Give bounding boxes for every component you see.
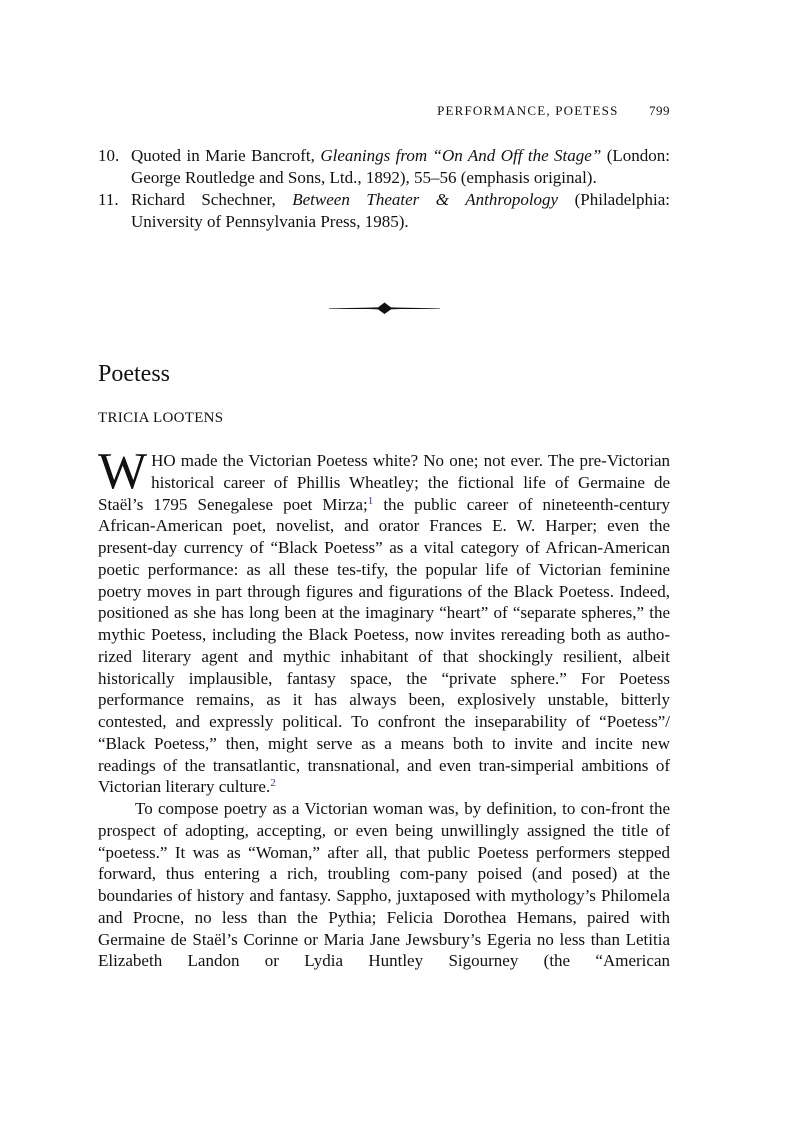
endnote xyxy=(98,145,670,189)
endnote-text xyxy=(131,145,670,189)
endnote-pre: Richard Schechner, xyxy=(131,190,293,209)
footnote-ref[interactable]: 1 xyxy=(367,494,374,507)
paragraph: To compose poetry as a Victorian woman was, by definition, to con-front the prospect of adopting, accepting, or even being unwillingly assigned the title of “poetess.” It was as “Woman,” after all, that public Poetess performers stepped forward, thus entering a rich, troubling com-pany poised (and posed) at the boundaries of history and fantasy. Sappho, juxtaposed with mythology’s Philomela and Procne, no less than the Pythia; Felicia Dorothea Hemans, paired with Germaine de Staël’s Corinne or Maria Jane Jewsbury’s Egeria no less than Letitia Elizabeth Landon or Lydia Huntley Sigourney (the “American xyxy=(98,799,670,971)
footnote-ref[interactable]: 2 xyxy=(270,777,276,790)
endnote-post: (London: George Routledge and Sons, Ltd., 1892), 55–56 (emphasis original). xyxy=(131,146,670,187)
paragraph-text: HO made the Victorian Poetess white? No one; not ever. The pre-Victorian historical career of Phillis Wheatley; the fictional life of Germaine de Staël’s 1795 Senegalese poet Mirza; xyxy=(98,451,670,514)
page-number: 799 xyxy=(649,103,670,118)
endnote-post: (Philadelphia: University of Pennsylvania Press, 1985). xyxy=(131,190,670,231)
endnote-number: 10. xyxy=(98,146,120,165)
paragraph xyxy=(98,443,670,798)
endnotes xyxy=(98,145,670,233)
article-title: Poetess xyxy=(98,361,170,387)
article-author: TRICIA LOOTENS xyxy=(98,410,224,426)
drop-cap: W xyxy=(98,443,148,500)
paragraph-text: the public career of nineteenth-century African-American poet, novelist, and orator Frances E. W. Harper; even the present-day currency of “Black Poetess” as a vital category of African-American poetic performance: as all these tes-tify, the popular life of Victorian feminine poetry moves in part through figures and figurations of the Black Poetess. Indeed, positioned as she has long been at the imaginary “heart” of “separate spheres,” the mythic Poetess, including the Black Poetess, now invites rereading both as autho-rized literary agent and mythic inhabitant of that shockingly resilient, albeit historically implausible, fantasy space, the “private sphere.” For Poetess performance remains, as it has always been, explosively unstable, bitterly contested, and expressly political. To confront the inseparability of “Poetess”/ “Black Poetess,” then, might serve as a means both to invite and incite new readings of the transatlantic, transnational, and even tran-simperial ambitions of Victorian literary culture. xyxy=(98,494,670,797)
endnote-pre: Quoted in Marie Bancroft, xyxy=(131,146,321,165)
running-head xyxy=(98,103,670,119)
running-head-title: PERFORMANCE, POETESS xyxy=(437,103,619,118)
article-body xyxy=(98,443,670,972)
endnote xyxy=(98,189,670,233)
endnote-number: 11. xyxy=(98,190,119,209)
section-divider-ornament xyxy=(329,299,440,317)
endnote-text xyxy=(131,189,670,233)
endnote-work-title: Between Theater & Anthropology xyxy=(292,190,559,209)
endnote-work-title: Gleanings from “On And Off the Stage” xyxy=(320,146,602,165)
